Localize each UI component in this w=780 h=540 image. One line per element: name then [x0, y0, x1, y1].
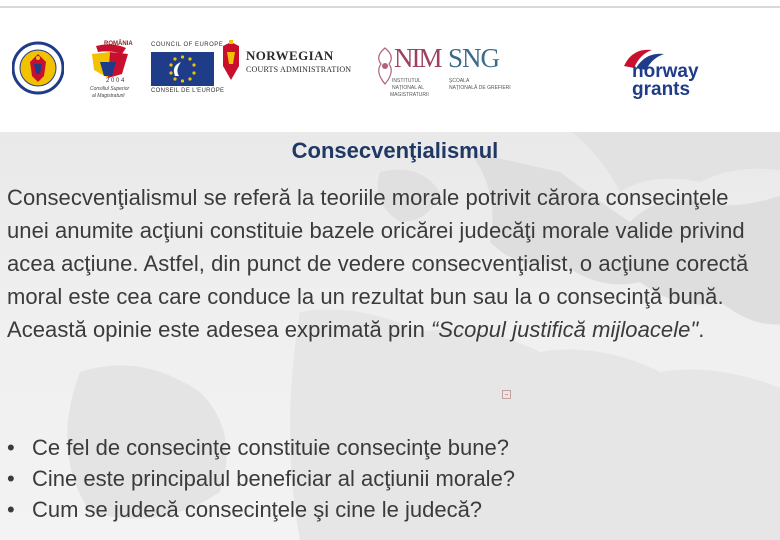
sng-mark: SNG — [448, 43, 500, 73]
list-item — [7, 432, 773, 463]
nim-caption-3: MAGISTRATURII — [390, 92, 429, 98]
logo-header — [0, 0, 780, 132]
nim-caption-2: NAȚIONAL AL — [392, 85, 425, 91]
coe-bottom-text: CONSEIL DE L'EUROPE — [151, 88, 225, 94]
council-of-europe-logo — [151, 52, 214, 86]
csm-name-2: al Magistraturii — [92, 93, 125, 99]
placeholder-marker-icon — [502, 390, 511, 399]
bullet-icon: • — [7, 435, 15, 460]
ministry-seal-logo — [12, 40, 64, 96]
norway-grants-line2: grants — [632, 79, 691, 100]
bullet-icon: • — [7, 497, 15, 522]
csm-name-1: Consiliul Superior — [90, 86, 130, 92]
bullet-icon: • — [7, 466, 15, 491]
nca-name-line2: COURTS ADMINISTRATION — [246, 65, 352, 74]
nca-name-line1: NORWEGIAN — [246, 48, 334, 63]
paragraph-quote: “Scopul justifică mijloacele" — [431, 317, 699, 342]
list-item-text: Cum se judecă consecinţele şi cine le judecă? — [32, 497, 483, 522]
sng-caption-1: ȘCOALA — [449, 78, 470, 84]
nim-mark: NIM — [394, 43, 441, 73]
header-rule — [0, 6, 780, 8]
nim-caption-1: INSTITUTUL — [392, 78, 421, 84]
slide-title: Consecvenţialismul — [291, 138, 499, 163]
paragraph-text: Consecvenţialismul se referă la teoriile morale potrivit cărora consecinţele unei anumite acţiuni constituie bazele oricărei judecăţi morale valide privind acea acţiune. Astfel, din punct de vedere consecvenţialist, o acţiune corectă moral este cea care conduce la un rezultat bun sau la o consecinţă bună. Această opinie este adesea exprimată prin — [7, 185, 749, 342]
list-item — [7, 494, 773, 525]
sng-caption-2: NAȚIONALĂ DE GREFIERI — [449, 85, 511, 91]
norway-grants-line1: norway — [632, 61, 699, 82]
norwegian-crest-logo — [219, 40, 243, 84]
paragraph-end: . — [698, 317, 705, 342]
question-list — [7, 432, 773, 525]
csm-banner-text: ROMÂNIA — [104, 41, 133, 47]
list-item — [7, 463, 773, 494]
list-item-text: Ce fel de consecinţe constituie consecinţe bune? — [32, 435, 509, 460]
coe-top-text: COUNCIL OF EUROPE — [151, 42, 224, 48]
list-item-text: Cine este principalul beneficiar al acţiunii morale? — [32, 466, 516, 491]
main-paragraph — [7, 181, 773, 346]
csm-year: 2 0 0 4 — [106, 78, 125, 84]
